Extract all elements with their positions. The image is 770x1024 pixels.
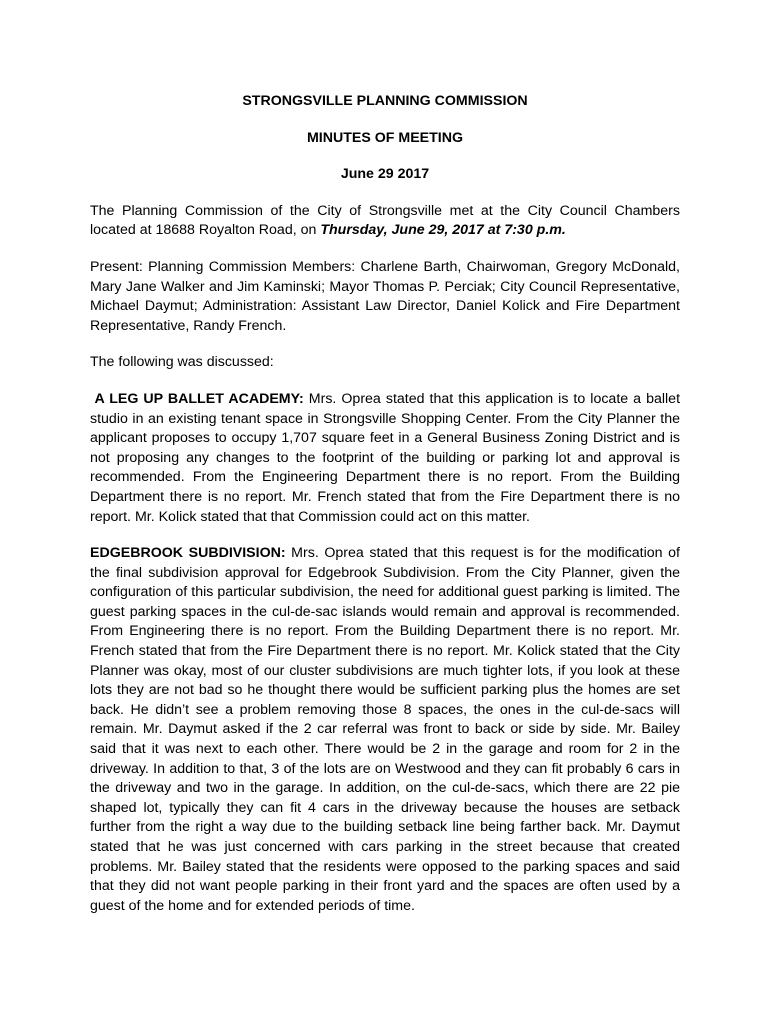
meeting-date: June 29 2017 bbox=[340, 166, 430, 183]
agenda-item-body: Mrs. Oprea stated that this request is for the modification of the final subdivision approval for Edgebrook Subdivision. From the City Planner, given the configuration of this particular subdivision, the need for additional guest parking is limited. The guest parking spaces in the cul-de-sac islands would remain and approval is recommended. From Engineering there is no report. From the Building Department there is no report. Mr. French stated that from the Fire Department there is no report. Mr. Kolick stated that the City Planner was okay, most of our cluster subdivisions are much tighter lots, if you look at these lots they are not bad so he thought there would be sufficient parking plus the homes are set back. He didn’t see a problem removing those 8 spaces, the ones in the cul-de-sacs will remain. Mr. Daymut asked if the 2 car referral was front to back or side by side. Mr. Bailey said that it was next to each other. There would be 2 in the garage and room for 2 in the driveway. In addition to that, 3 of the lots are on Westwood and they can fit probably 6 cars in the driveway and two in the garage. In addition, on the cul-de-sacs, which there are 22 pie shaped lot, typically they can fit 4 cars in the driveway because the houses are setback further from the right a way due to the building setback line being farther back. Mr. Daymut stated that he was just concerned with cars parking in the street because that created problems. Mr. Bailey stated that the residents were opposed to the parking spaces and said that they did not want people parking in their front yard and the spaces are often used by a guest of the home and for extended periods of time. bbox=[90, 545, 680, 914]
meeting-datetime: Thursday, June 29, 2017 at 7:30 p.m. bbox=[320, 222, 566, 239]
agenda-item-body: Mrs. Oprea stated that this application is to locate a ballet studio in an existing tenant space in Strongsville Shopping Center. From the City Planner the applicant proposes to occupy 1,707 square feet in a General Business Zoning District and is not proposing any changes to the footprint of the building or parking lot and approval is recommended. From the Engineering Department there is no report. From the Building Department there is no report. Mr. French stated that from the Fire Department there is no report. Mr. Kolick stated that that Commission could act on this matter. bbox=[90, 390, 681, 525]
document-title: STRONGSVILLE PLANNING COMMISSION bbox=[242, 93, 528, 109]
intro-paragraph bbox=[90, 202, 680, 241]
document-subtitle: MINUTES OF MEETING bbox=[306, 129, 464, 146]
agenda-item-heading: EDGEBROOK SUBDIVISION: bbox=[90, 545, 286, 562]
present-paragraph: Present: Planning Commission Members: Charlene Barth, Chairwoman, Gregory McDonald, Mary Jane Walker and Jim Kaminski; Mayor Thomas P. Perciak; City Council Representative, Michael Daymut; Administration: Assistant Law Director, Daniel Kolick and Fire Department Representative, Randy French. bbox=[90, 258, 680, 334]
agenda-item-heading: A LEG UP BALLET ACADEMY: bbox=[90, 390, 304, 407]
intro-text: The Planning Commission of the City of Strongsville met at the City Council Chambers located at 18688 Royalton Road, on bbox=[90, 202, 680, 239]
document-page bbox=[90, 92, 680, 933]
discussed-paragraph: The following was discussed: bbox=[90, 354, 274, 371]
agenda-item bbox=[90, 390, 680, 527]
agenda-item bbox=[90, 544, 680, 916]
